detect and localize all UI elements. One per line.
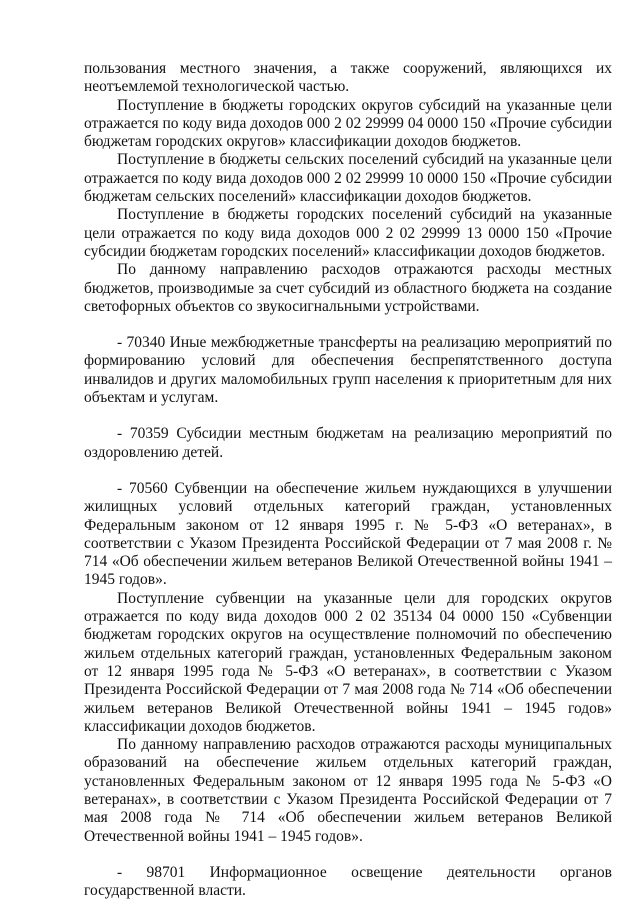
paragraph: Поступление в бюджеты городских округов субсидий на указанные цели отражается по коду вида доходов 000 2 02 29999 04 0000 150 «Прочие субсидии бюджетам городских округов» классификации доходов бюджетов. [84,96,612,151]
paragraph: - 70340 Иные межбюджетные трансферты на реализацию мероприятий по формированию условий для обеспечения беспрепятственного доступа инвалидов и других маломобильных групп населения к приоритетным для них объектам и услугам. [84,334,612,407]
document-body [84,60,612,900]
paragraph: пользования местного значения, а также сооружений, являющихся их неотъемлемой технологической частью. [84,60,612,96]
paragraph-spacer [84,407,612,425]
document-page [84,60,612,900]
paragraph: По данному направлению расходов отражаются расходы местных бюджетов, производимые за счет субсидий из областного бюджета на создание светофорных объектов со звукосигнальными устройствами. [84,261,612,315]
paragraph: - 70359 Субсидии местным бюджетам на реализацию мероприятий по оздоровлению детей. [84,425,612,461]
paragraph: Поступление субвенции на указанные цели для городских округов отражается по коду вида доходов 000 2 02 35134 04 0000 150 «Субвенции бюджетам городских округов на осуществление полномочий по обеспечению жильем отдельных категорий граждан, установленных Федеральным законом от 12 января 1995 года № 5-ФЗ «О ветеранах», в соответствии с Указом Президента Российской Федерации от 7 мая 2008 года № 714 «Об обеспечении жильем ветеранов Великой Отечественной войны 1941 – 1945 годов» классификации доходов бюджетов. [84,589,612,735]
paragraph-spacer [84,846,612,864]
paragraph: Поступление в бюджеты сельских поселений субсидий на указанные цели отражается по коду вида доходов 000 2 02 29999 10 0000 150 «Прочие субсидии бюджетам сельских поселений» классификации доходов бюджетов. [84,151,612,206]
paragraph-spacer [84,316,612,334]
paragraph: - 70560 Субвенции на обеспечение жильем нуждающихся в улучшении жилищных условий отдельных категорий граждан, установленных Федеральным законом от 12 января 1995 г. № 5-ФЗ «О ветеранах», в соответствии с Указом Президента Российской Федерации от 7 мая 2008 г. № 714 «Об обеспечении жильем ветеранов Великой Отечественной войны 1941 – 1945 годов». [84,479,612,589]
paragraph: По данному направлению расходов отражаются расходы муниципальных образований на обеспечение жильем отдельных категорий граждан, установленных Федеральным законом от 12 января 1995 года № 5-ФЗ «О ветеранах», в соответствии с Указом Президента Российской Федерации от 7 мая 2008 года № 714 «Об обеспечении жильем ветеранов Великой Отечественной войны 1941 – 1945 годов». [84,736,612,845]
paragraph-spacer [84,462,612,480]
paragraph: - 98701 Информационное освещение деятельности органов государственной власти. [84,863,612,900]
paragraph: Поступление в бюджеты городских поселений субсидий на указанные цели отражается по коду вида доходов 000 2 02 29999 13 0000 150 «Прочие субсидии бюджетам городских поселений» классификации доходов бюджетов. [84,206,612,260]
